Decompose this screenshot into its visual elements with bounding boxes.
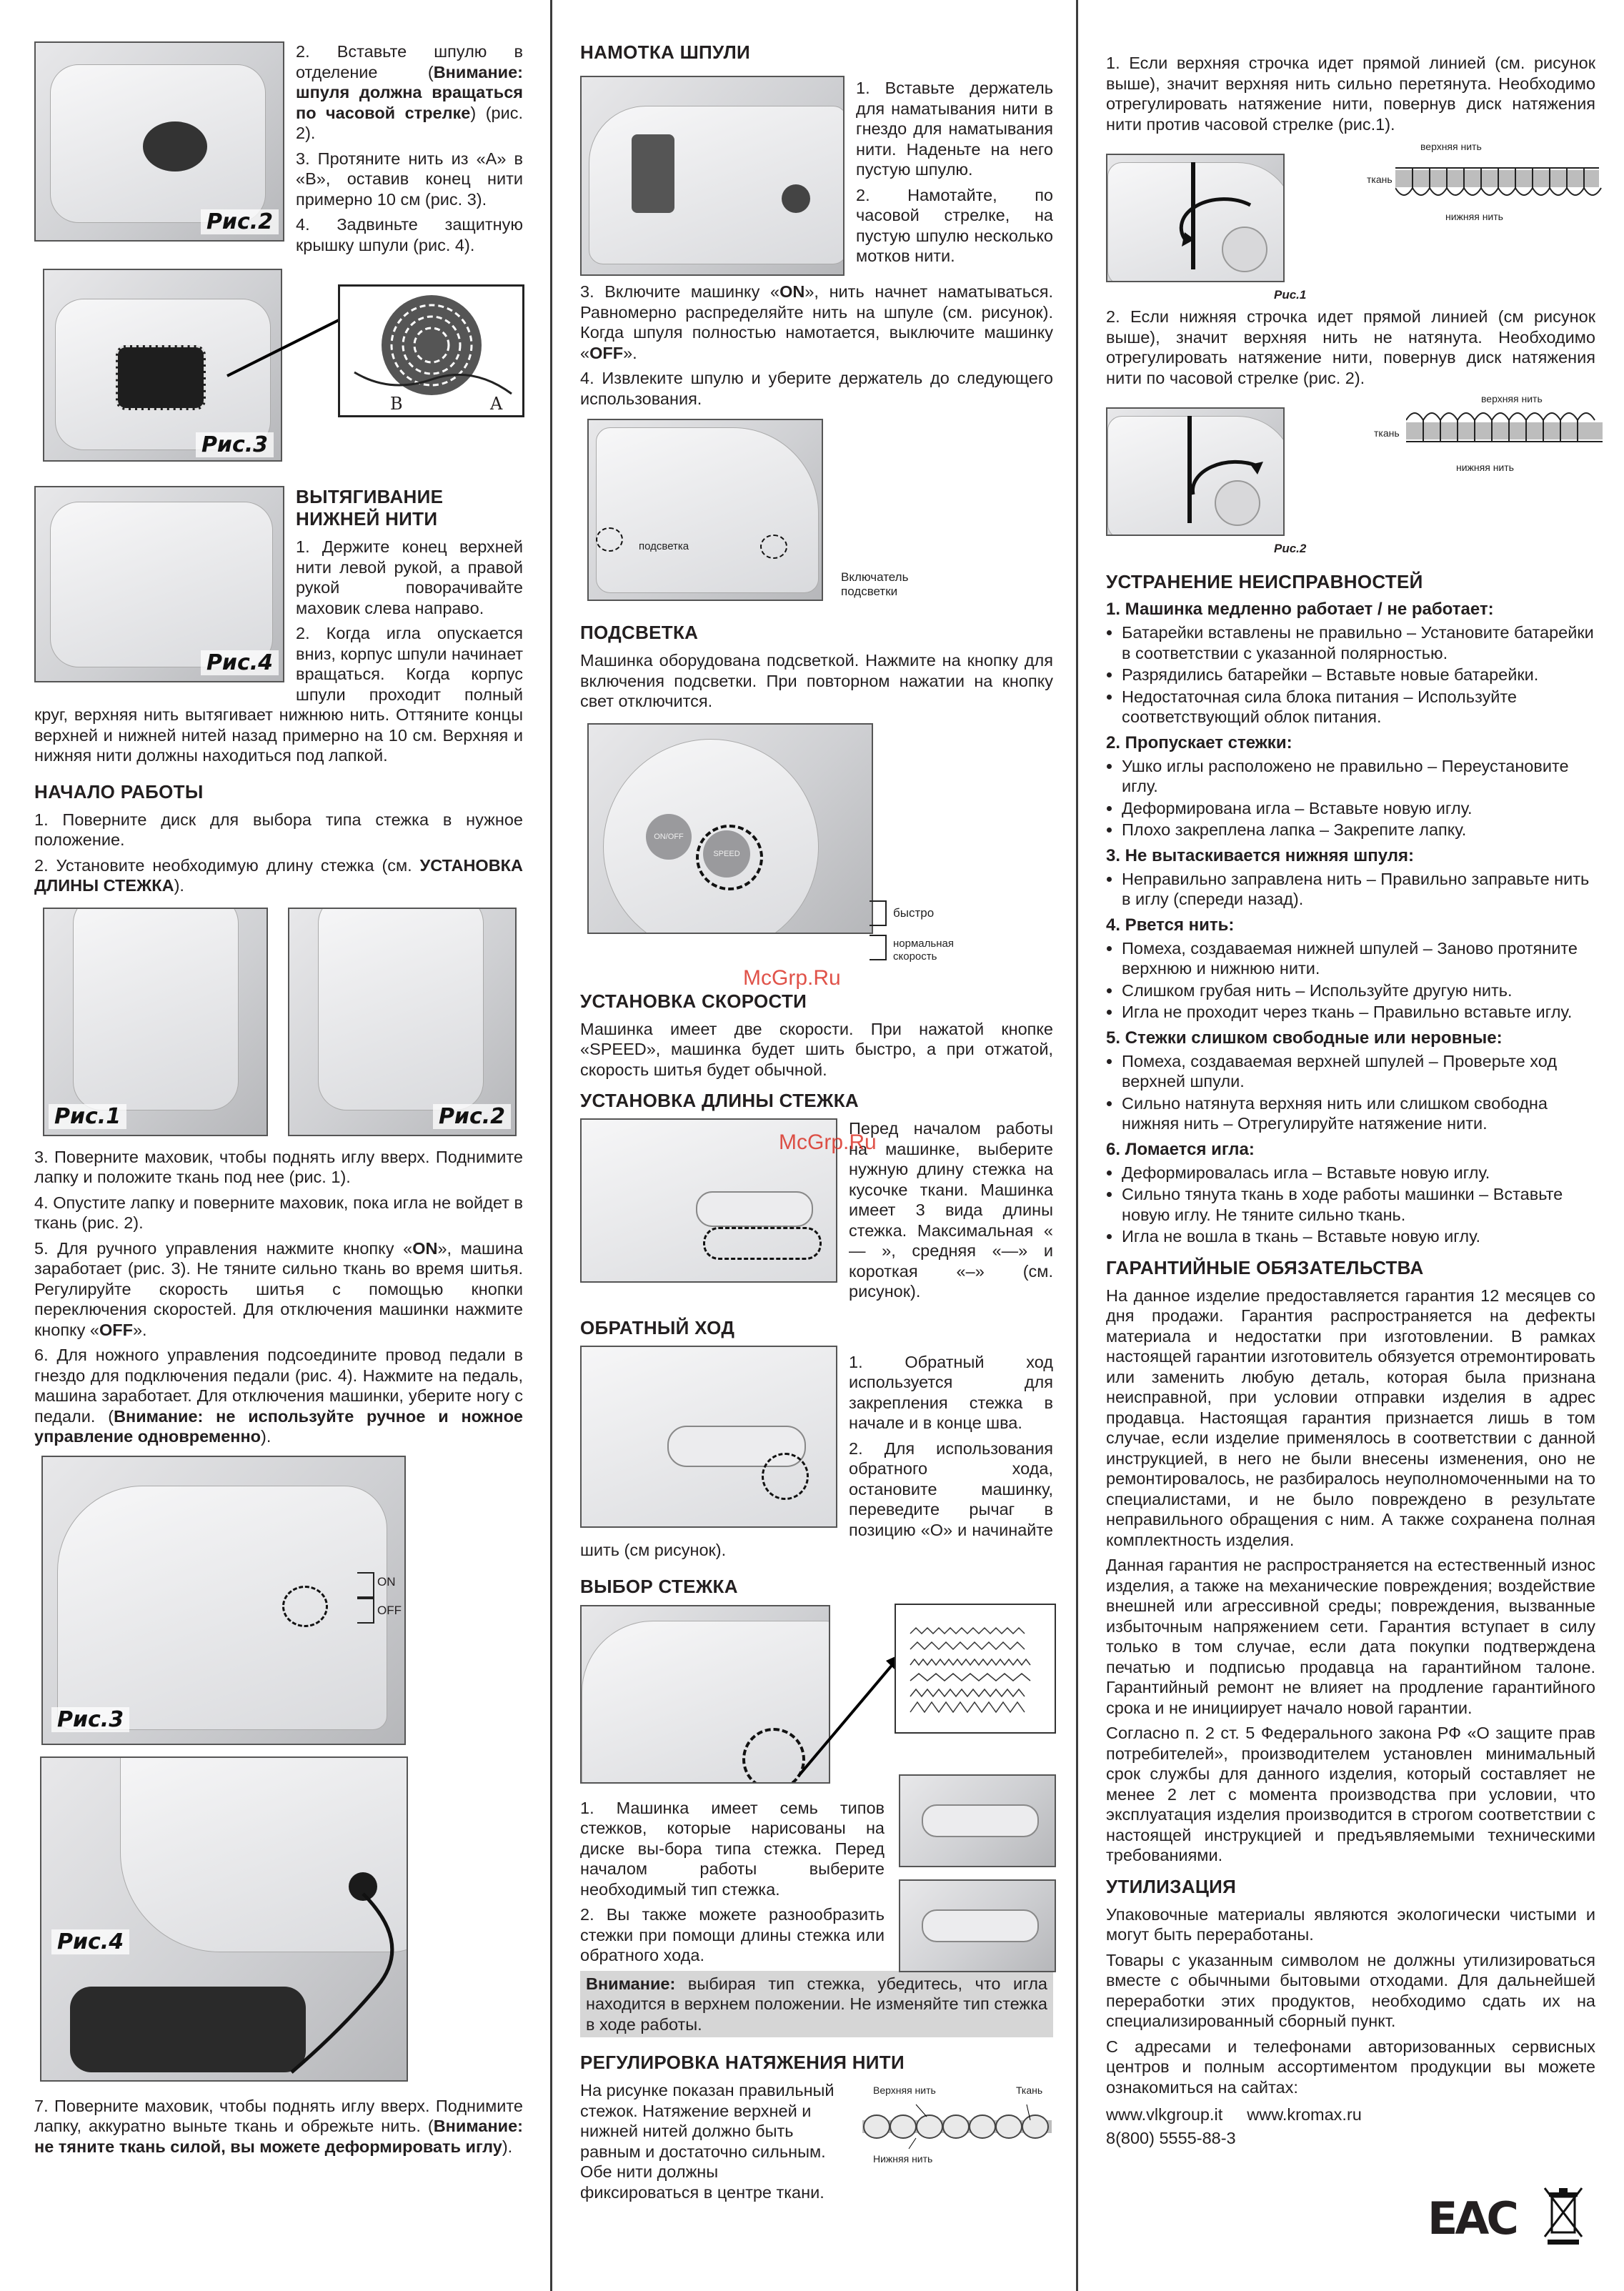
phone-number: 8(800) 5555-88-3 — [1106, 2128, 1236, 2147]
trouble-title: УСТРАНЕНИЕ НЕИСПРАВНОСТЕЙ — [1106, 571, 1423, 592]
speed-bracket-normal — [870, 935, 887, 960]
solution-item: • Батарейки вставлены не правильно – Установите батарейки в соответствии с указанной полярностью. — [1122, 622, 1595, 663]
tension-diagram — [859, 2084, 1055, 2170]
fig2-lower-label: нижняя нить — [1456, 462, 1514, 473]
problem-title: 1. Машинка медленно работает / не работает: — [1106, 600, 1494, 619]
problem-title: 5. Стежки слишком свободные или неровные: — [1106, 1028, 1503, 1048]
reverse-p1: 1. Обратный ход используется для закрепления стежка в начале и в конце шва. — [849, 1352, 1053, 1432]
problem-title: 4. Рвется нить: — [1106, 915, 1235, 935]
start-p1: 1. Поверните диск для выбора типа стежка в нужное положение. — [34, 810, 523, 849]
reverse-title: ОБРАТНЫЙ ХОД — [580, 1316, 735, 1338]
solution-item: • Ушко иглы расположено не правильно – Переустановите иглу. — [1122, 756, 1595, 797]
solution-item: • Недостаточная сила блока питания – Используйте соответствующий облок питания. — [1122, 687, 1595, 727]
onoff-button: ON/OFF — [646, 814, 692, 860]
tension-fig2-label: Рис.2 — [1274, 542, 1307, 555]
problem-title: 3. Не вытаскивается нижняя шпуля: — [1106, 845, 1414, 865]
tension-fig2-photo — [1106, 407, 1285, 536]
fig2-label: Рис.2 — [201, 209, 279, 234]
problem-solutions — [1106, 938, 1595, 1023]
speed-photo — [587, 723, 873, 934]
stitch-p1: 1. Машинка имеет семь типов стежков, которые нарисованы на диске вы-бора типа стежка. Перед началом работы выберите необходимый тип стежка. — [580, 1798, 885, 1899]
solution-item: • Неправильно заправлена нить – Правильно заправьте нить в иглу (спереди назад). — [1122, 869, 1595, 910]
tension-upper-label: Верхняя нить — [873, 2084, 936, 2096]
light-label-2: Включатель подсветки — [841, 570, 909, 598]
big-fig4-label: Рис.4 — [51, 1929, 129, 1954]
fig3-label: Рис.3 — [196, 432, 274, 457]
solution-item: • Деформирована игла – Вставьте новую иглу. — [1122, 798, 1595, 819]
site-vlkgroup-link[interactable]: www.vlkgroup.it — [1106, 2105, 1223, 2124]
warranty-p3: Согласно п. 2 ст. 5 Федерального закона РФ «О защите прав потребителей», производителем установлен минимальный срок службы для данного изделия, который составляет не менее 2 лет с момента производства при условии, что эксплуатация изделия производится в строгом соответствии с настоящей инструкцией и предъявляемыми техническими требованиями. — [1106, 1724, 1595, 1864]
util-title: УТИЛИЗАЦИЯ — [1106, 1875, 1237, 1897]
fig4-label: Рис.4 — [201, 650, 279, 675]
fig3-bobbin-closeup — [338, 284, 524, 417]
bobbin-step-3: 3. Протяните нить из «A» в «B», оставив конец нити примерно 10 см (рис. 3). — [296, 149, 523, 209]
problem-title: 2. Пропускает стежки: — [1106, 732, 1292, 752]
off-label: OFF — [377, 1604, 402, 1617]
wind-p4: 4. Извлеките шпулю и уберите держатель до следующего использования. — [580, 369, 1053, 408]
problem-solutions — [1106, 622, 1595, 727]
watermark-1: McGrp.Ru — [743, 966, 841, 990]
tension-title: РЕГУЛИРОВКА НАТЯЖЕНИЯ НИТИ — [580, 2052, 905, 2073]
wind-p3: 3. Включите машинку «ON», нить начнет наматываться. Равномерно распределяйте нить на шпуле (см. рисунок). Когда шпуля полностью намотается, выключите машинку «OFF». — [580, 282, 1053, 362]
start-fig1-label: Рис.1 — [49, 1104, 126, 1129]
wind-title: НАМОТКА ШПУЛИ — [580, 41, 751, 63]
problem-title: 6. Ломается игла: — [1106, 1139, 1255, 1159]
start-fig2-photo — [288, 908, 517, 1136]
start-p3: 3. Поверните маховик, чтобы поднять иглу вверх. Поднимите лапку и положите ткань под нее (рис. 1). — [34, 1147, 523, 1186]
problem-solutions — [1106, 869, 1595, 910]
warranty-p2: Данная гарантия не распространяется на естественный износ изделия, а также на механические повреждения; воздействие внешней или агрессивной среды; повреждения, вызванные избыточным напряжением сети. Гарантия вступает в силу только в том случае, если дата покупки подтверждена печатью и подписью продавца на гарантийном талоне. Гарантийный ремонт не влияет на продление гарантийного срока и не инициирует начало новой гарантии. — [1106, 1556, 1595, 1717]
solution-item: • Деформировалась игла – Вставьте новую иглу. — [1122, 1163, 1595, 1183]
tension-fabric-label: Ткань — [1016, 2084, 1043, 2096]
tension-fig1 — [1106, 139, 1595, 304]
stitch-arrow — [794, 1641, 909, 1784]
light-title: ПОДСВЕТКА — [580, 622, 699, 643]
column-2 — [552, 0, 1077, 2291]
problem-solutions — [1106, 1051, 1595, 1134]
warranty-p1: На данное изделие предоставляется гарантия 12 месяцев со дня продажи. Гарантия распространяется на дефекты материала и недостатки при изготовлении. В рамках настоящей гарантии изготовитель обязуется отремонтировать или заменить любую деталь, которая была признана неисправной, при условии отправки изделия в адрес продавца. Настоящая гарантия признается лишь в том случае, если изделие применялось в соответствии с данной инструкцией, в него не были внесены изменения, оно не ремонтировалось, не разбиралось неуполномоченными на то специалистами, и не было повреждено в результате неправильного обращения с ним. А также сохранена полная комплектность изделия. — [1106, 1286, 1595, 1549]
speed-fast-label: быстро — [893, 905, 935, 920]
stitch-title: ВЫБОР СТЕЖКА — [580, 1575, 738, 1597]
big-fig3-photo — [41, 1456, 406, 1745]
warranty-title: ГАРАНТИЙНЫЕ ОБЯЗАТЕЛЬСТВА — [1106, 1256, 1424, 1278]
fig-bobbin-insert-photo — [34, 41, 284, 242]
util-p3: С адресами и телефонами авторизованных сервисных центров и полным ассортиментом продукции вы можете ознакомиться на сайтах: — [1106, 2037, 1595, 2097]
solution-item: • Плохо закреплена лапка – Закрепите лапку. — [1122, 820, 1595, 840]
light-photo — [587, 419, 823, 601]
watermark-2: McGrp.Ru — [779, 1130, 877, 1154]
tension-tip-1: 1. Если верхняя строчка идет прямой линией (см. рисунок выше), значит верхняя нить сильно перетянута. Необходимо отрегулировать натяжение нити, повернув диск натяжения нити против часовой стрелке (рис.1). — [1106, 54, 1595, 134]
weee-bin-icon — [1542, 2185, 1585, 2247]
stitch-figure — [580, 1605, 1053, 1798]
contacts — [1106, 2104, 1595, 2148]
light-label-1: подсветка — [639, 540, 689, 552]
stitch-photo-3 — [899, 1879, 1056, 1972]
fig3-letter-a: A — [490, 394, 503, 414]
start-figures — [34, 908, 523, 1140]
start-fig2-label: Рис.2 — [433, 1104, 511, 1129]
fig1-thread-diagram — [1395, 152, 1603, 209]
pull-thread-title: ВЫТЯГИВАНИЕ НИЖНЕЙ НИТИ — [296, 486, 444, 530]
tension-p: На рисунке показан правильный стежок. Натяжение верхней и нижней нитей должно быть равным и достаточно сильным. Обе нити должны фиксироваться в центре ткани. — [580, 2081, 835, 2202]
solution-item: • Игла не вошла в ткань – Вставьте новую иглу. — [1122, 1226, 1595, 1247]
solution-item: • Сильно натянута верхняя нить или слишком свободна нижняя нить – Отрегулируйте натяжение нити. — [1122, 1093, 1595, 1134]
start-p5: 5. Для ручного управления нажмите кнопку «ON», машина заработает (рис. 3). Не тяните сильно ткань во время шитья. Регулируйте скорость шитья с помощью кнопки переключения скоростей. Для отключения машинки нажмите кнопку «OFF». — [34, 1238, 523, 1339]
end-p7: 7. Поверните маховик, чтобы поднять иглу вверх. Поднимите лапку, аккуратно выньте ткань и обрежьте нить. (Внимание: не тяните ткань силой, вы можете деформировать иглу). — [34, 2096, 523, 2156]
speed-button: SPEED — [703, 830, 750, 878]
length-p: Перед началом работы на машинке, выберите нужную длину стежка на кусочке ткани. Машинка имеет 3 вида длины стежка. Максимальная « — », средняя «—» и короткая «–» (см. рисунок). — [849, 1119, 1053, 1301]
bobbin-step-4: 4. Задвиньте защитную крышку шпули (рис. 4). — [296, 215, 523, 254]
solution-item: • Помеха, создаваемая верхней шпулей – Проверьте ход верхней шпули. — [1122, 1051, 1595, 1092]
stitch-photo — [580, 1605, 830, 1784]
solution-item: • Игла не проходит через ткань – Правильно вставьте иглу. — [1122, 1002, 1595, 1023]
stitch-note: Внимание: выбирая тип стежка, убедитесь, что игла находится в верхнем положении. Не изменяйте тип стежка в ходе работы. — [580, 1971, 1053, 2038]
pull-thread-p1: 1. Держите конец верхней нити левой рукой, а правой рукой поворачивайте маховик слева направо. — [296, 537, 523, 617]
start-title: НАЧАЛО РАБОТЫ — [34, 780, 204, 802]
solution-item: • Слишком грубая нить – Используйте другую нить. — [1122, 980, 1595, 1001]
tension-tip-2: 2. Если нижняя строчка идет прямой линией (см рисунок выше), значит верхняя нить не натянута. Необходимо отрегулировать натяжение нити, повернув диск натяжения нити по часовой стрелке (рис. 2). — [1106, 307, 1595, 387]
stitch-p2: 2. Вы также можете разнообразить стежки при помощи длины стежка или обратного хода. — [580, 1905, 885, 1964]
solution-item: • Сильно тянута ткань в ходе работы машинки – Вставьте новую иглу. Не тяните сильно ткань. — [1122, 1184, 1595, 1225]
start-p6: 6. Для ножного управления подсоедините провод педали в гнездо для подключения педали (рис. 4). Нажмите на педаль, машина заработает. Для отключения машинки, уберите ногу с педали. (Внимание: не используйте ручное и ножное управление одновременно). — [34, 1346, 523, 1446]
big-fig4-photo — [40, 1756, 408, 2082]
tension-fig1-photo — [1106, 154, 1285, 282]
light-figure — [580, 419, 1053, 612]
trouble-list — [1106, 600, 1595, 1247]
problem-solutions — [1106, 756, 1595, 840]
speed-figure — [580, 723, 1053, 980]
column-3 — [1077, 0, 1624, 2291]
stitch-patterns-box — [895, 1604, 1056, 1734]
start-p4: 4. Опустите лапку и поверните маховик, пока игла не войдет в ткань (рис. 2). — [34, 1193, 523, 1232]
speed-normal-label: нормальная скорость — [893, 937, 954, 963]
fig4-photo — [34, 486, 284, 682]
fig2-upper-label: верхняя нить — [1481, 393, 1543, 404]
wind-p2: 2. Намотайте, по часовой стрелке, на пустую шпулю несколько мотков нити. — [856, 185, 1053, 265]
column-1 — [0, 0, 552, 2291]
start-p2: 2. Установите необходимую длину стежка (см. УСТАНОВКА ДЛИНЫ СТЕЖКА). — [34, 855, 523, 895]
speed-p: Машинка имеет две скорости. При нажатой кнопке «SPEED», машинка будет шить быстро, а при отжатой, скорость шитья будет обычной. — [580, 1019, 1053, 1079]
start-fig1-photo — [43, 908, 268, 1136]
reverse-p2: 2. Для использования обратного хода, остановите машинку, переведите рычаг в позицию «О» и начинайте шить (см рисунок). — [580, 1438, 1053, 1559]
fig2-fabric-label: ткань — [1374, 427, 1400, 439]
fig1-fabric-label: ткань — [1367, 174, 1393, 185]
speed-title: УСТАНОВКА СКОРОСТИ — [580, 990, 807, 1012]
fig3-letter-b: B — [390, 394, 403, 414]
tension-lower-label: Нижняя нить — [873, 2153, 933, 2165]
big-fig3-label: Рис.3 — [51, 1707, 129, 1732]
site-kromax-link[interactable]: www.kromax.ru — [1247, 2105, 1362, 2124]
problem-solutions — [1106, 1163, 1595, 1247]
tension-fig2 — [1106, 393, 1595, 561]
length-title: УСТАНОВКА ДЛИНЫ СТЕЖКА — [580, 1090, 859, 1111]
util-p1: Упаковочные материалы являются экологически чистыми и могут быть переработаны. — [1106, 1904, 1595, 1944]
on-label: ON — [377, 1575, 396, 1589]
eac-mark: EAC — [1428, 2192, 1516, 2245]
solution-item: • Разрядились батарейки – Вставьте новые батарейки. — [1122, 665, 1595, 685]
fig1-upper-label: верхняя нить — [1420, 141, 1482, 152]
fig3-group — [34, 269, 523, 476]
solution-item: • Помеха, создаваемая нижней шпулей – Заново протяните верхнюю и нижнюю нити. — [1122, 938, 1595, 979]
light-p: Машинка оборудована подсветкой. Нажмите на кнопку для включения подсветки. При повторном нажатии на кнопку свет отключится. — [580, 651, 1053, 710]
fig1-lower-label: нижняя нить — [1445, 211, 1503, 222]
stitch-photo-2 — [899, 1774, 1056, 1867]
wind-p1: 1. Вставьте держатель для наматывания нити в гнездо для наматывания нити. Наденьте на него пустую шпулю. — [856, 79, 1053, 179]
tension-fig1-label: Рис.1 — [1274, 288, 1307, 302]
wind-photo — [580, 76, 845, 276]
sites-line — [1106, 2104, 1595, 2125]
on-off-diagram — [357, 1572, 414, 1629]
pull-thread-p2: 2. Когда игла опускается вниз, корпус шпули начинает вращаться. Когда корпус шпули проходит полный круг, верхняя нить вытягивает нижнюю нить. Оттяните концы верхней и нижней нитей назад примерно на 10 см. Верхняя и нижняя нити должны находиться под лапкой. — [34, 624, 523, 765]
util-p2: Товары с указанным символом не должны утилизироваться вместе с обычными бытовыми отходами. Для дальнейшей переработки этих продуктов, необходимо сдать их на специализированный сборный пункт. — [1106, 1950, 1595, 2030]
fig2-thread-diagram — [1406, 404, 1606, 462]
reverse-photo — [580, 1346, 837, 1528]
bobbin-step-2: 2. Вставьте шпулю в отделение (Внимание: шпуля должна вращаться по часовой стрелке) (рис. 2). — [296, 42, 523, 142]
speed-bracket-fast — [870, 900, 887, 926]
